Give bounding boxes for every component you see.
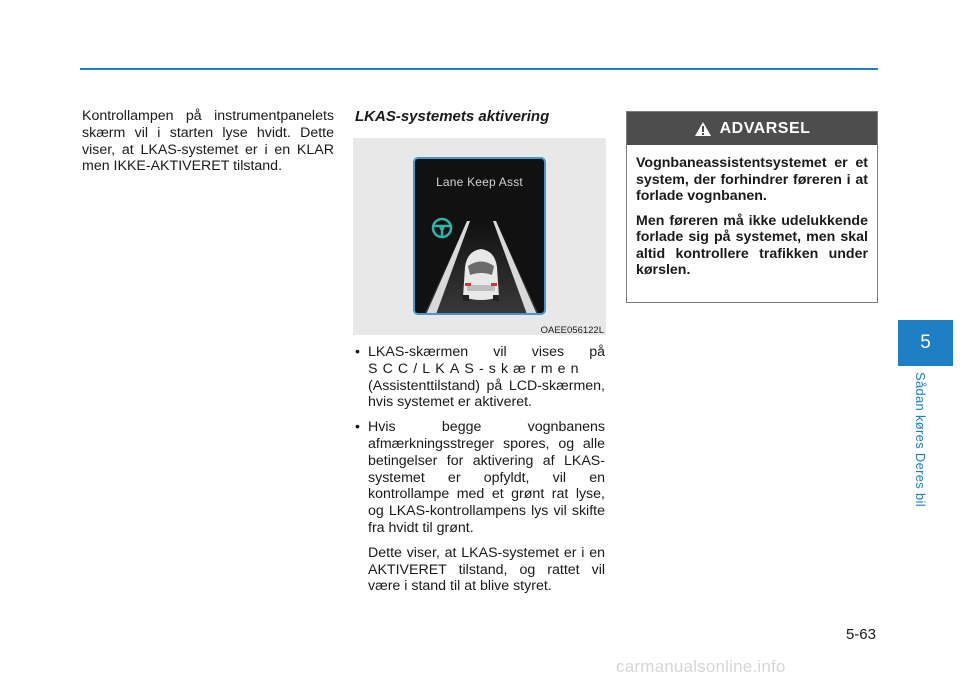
bullet-1-text-a: LKAS-skærmen vil vises på [368,344,605,360]
intro-paragraph: Kontrollampen på instrumentpanelets skærm vil i starten lyse hvidt. Dette viser, at LKAS-systemet er i en KLAR men IKKE-AKTIVERET tilstand. [82,108,334,175]
bullet-dot: • [355,344,360,360]
warning-box [626,111,878,303]
lkas-figure [353,138,606,335]
steering-wheel-icon [433,219,451,237]
warning-triangle-icon [694,121,712,137]
cluster-screen [413,157,546,315]
bullet-item [355,419,605,537]
chapter-title-vertical [912,372,932,512]
chapter-title: Sådan køres Deres bil [913,372,928,507]
bullet-2-paragraph: Dette viser, at LKAS-systemet er i en AKTIVERET tilstand, og rattet vil være i stand til at blive styret. [368,544,605,595]
screen-title: Lane Keep Asst [436,175,523,189]
warning-paragraph-1: Vognbaneassistentsystemet er et system, der forhindrer føreren i at forlade vognbanen. [636,155,868,204]
page-number: 5-63 [845,626,876,643]
bullet-item [355,344,605,411]
bullet-list [355,344,605,595]
footer-watermark: carmanualsonline.info [616,657,786,676]
figure-code: OAEE056122L [540,325,604,336]
bullet-1-text-c: (Assistenttilstand) på LCD-skærmen, hvis systemet er aktiveret. [368,377,605,411]
section-heading-block [355,108,607,126]
bullet-1-text-b: SCC/LKAS-skærmen [368,360,584,377]
section-title: LKAS-systemets aktivering [355,108,550,125]
top-rule [80,68,878,70]
chapter-number-tab: 5 [898,320,953,366]
warning-body [627,145,877,279]
car-icon [463,249,499,301]
bullet-2-text: Hvis begge vognbanens afmærkningsstreger spores, og alle betingelser for aktivering af LKAS-systemet er opfyldt, vil en kontrollampe med et grønt rat lyse, og LKAS-kontrollampens lys vil skifte fra hvidt til grønt. [368,419,605,536]
warning-header [627,112,877,145]
warning-title: ADVARSEL [719,119,811,137]
warning-paragraph-2: Men føreren må ikke udelukkende forlade sig på systemet, men skal altid kontrollere trafikken under kørslen. [636,212,868,278]
bullet-dot: • [355,419,360,436]
